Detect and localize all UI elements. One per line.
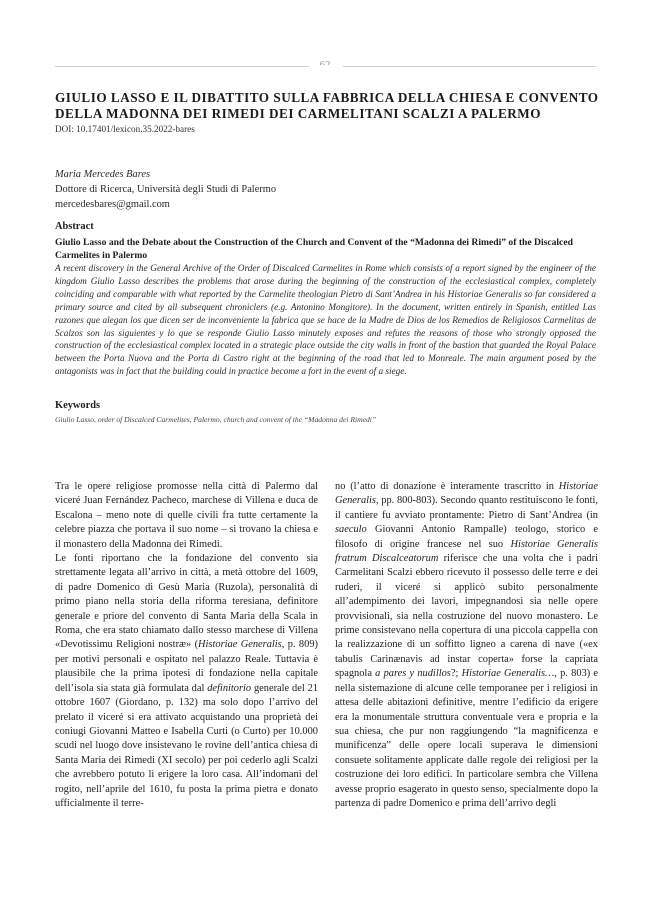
author-block [55,167,276,212]
keywords-heading: Keywords [55,400,101,411]
header-rule [55,66,596,67]
body-column-left [55,480,318,811]
abstract-body: A recent discovery in the General Archive of the Order of Discalced Carmelites in Rome which consists of a report signed by the engineer of the kingdom Giulio Lasso describes the problems that arose during the beginning of the construction of the ecclesiastical complex, completely coinciding and comparable with what reported by the Carmelite theologian Pietro di Sant’Andrea in his Historiae Generalis so far considered a primary source and cited by all subsequent chroniclers (e.g. Antonino Mongitore). In the document, written entirely in Spanish, entitled Las razones que alegan los que dicen ser de inconveniente la fabrica que se hace de la Madre de Dios de los Remedios de Religiosos Carmelitas de Scalzos son las siguientes y lo que se responde Giulio Lasso minutely exposes and refutes the reasons of those who strongly opposed the construction of the ecclesiastical complex located in a strategic place outside the city walls in front of the bastion that guarded the Royal Palace between the Porta Nuova and the Porta di Castro right at the beginning of the road that led to Monreale. The main argument posed by the antagonists was in fact that the building could in practice become a fort in the event of a siege. [55,264,596,378]
abstract-heading: Abstract [55,221,94,232]
author-email[interactable]: mercedesbares@gmail.com [55,199,170,210]
paragraph-sources: Le fonti riportano che la fondazione del convento sia strettamente legata all’arrivo in città, a metà ottobre del 1609, di padre Domenico di Gesù Maria (Ruzola), personalità di primo piano nella storia della riforma teresiana, definitore generale e priore del convento di Santa Maria della Scala in Roma, che era stato chiamato dallo stesso marchese di Villena «Devotissimu Religioni nostræ» (Historiae Generalis, p. 809) per motivi personali e ospitato nel palazzo Reale. Tuttavia è plausibile che la prima ipotesi di fondazione nella capitale dell’isola sia stata già formulata dal definitorio generale del 21 ottobre 1607 (Giordano, p. 132) ma solo dopo l’arrivo del prelato il viceré si era attivato acquistando una proprietà dei coniugi Giovanni Matteo e Isabella Curti (o Curto) per 10.000 scudi nel luogo dove insistevano le rovine dell’antica chiesa di Santa Maria dei Rimedi (XI secolo) per poi cederlo agli Scalzi che avrebbero potuto lì erigere la loro casa. All’indomani del rogito, nell’aprile del 1610, fu posta la prima pietra e donato ufficialmente il terre- [55,553,318,809]
paragraph-intro: Tra le opere religiose promosse nella città di Palermo dal viceré Juan Fernández Pacheco, marchese di Villena e duca de Escalona – meno note di quelle civili fra tutte certamente la celebre piazza che portava il suo nome – si trovano la chiesa e il monastero della Madonna dei Rimedi. [55,481,318,550]
abstract-title: Giulio Lasso and the Debate about the Construction of the Church and Convent of the “Madonna dei Rimedi” of the Discalced Carmelites in Palermo [55,237,573,261]
doi: DOI: 10.17401/lexicon.35.2022-bares [55,124,195,134]
author-affiliation: Dottore di Ricerca, Università degli Studi di Palermo [55,184,277,195]
body-column-right [335,480,598,811]
author-name: Maria Mercedes Bares [55,169,151,180]
paragraph-continuation: no (l’atto di donazione è interamente trascritto in Historiae Generalis, pp. 800-803). Secondo quanto restituiscono le fonti, il cantiere fu avviato prontamente: Pietro di Sant’Andrea (in saeculo Giovanni Antonio Rampalle) teologo, storico e filosofo di origine francese nel suo Historiae Generalis fratrum Discalceatorum riferisce che una volta che i padri Carmelitani Scalzi ebbero ricevuto il possesso delle terre e dei ruderi, il viceré si applicò subito personalmente all’adempimento dei lavori, impegnandosi sia nelle opere provvisionali, sia nella costruzione del nuovo monastero. Le prime consistevano nella copertura di una piccola cappella con la realizzazione di un soffitto ligneo a carena di nave («ex tabulis Carinænavis ad instar coperta» forse la capriata spagnola a pares y nudillos?; Historiae Generalis…, p. 803) e nella sistemazione di alcune celle temporanee per i religiosi in attesa delle abitazioni definitive, mentre l’edificio da erigere era la monumentale struttura conventuale vera e propria e la sua chiesa, che pur non raggiungendo “la magnificenza e munificenza” delle opere locali superava le dimensioni consuete solitamente applicate dalle regole dei religiosi per la costruzione dei loro edifici. In particolare sembra che Villena avesse proprio esagerato in questo senso, specialmente dopo la partenza di padre Domenico e prima dell’arrivo degli [335,481,598,809]
keywords-body: Giulio Lasso, order of Discalced Carmelites, Palermo, church and convent of the “Madonna dei Rimedi” [55,415,377,424]
article-title: GIULIO LASSO E IL DIBATTITO SULLA FABBRICA DELLA CHIESA E CONVENTO DELLA MADONNA DEI RIMEDI DEI CARMELITANI SCALZI A PALERMO [55,90,599,121]
